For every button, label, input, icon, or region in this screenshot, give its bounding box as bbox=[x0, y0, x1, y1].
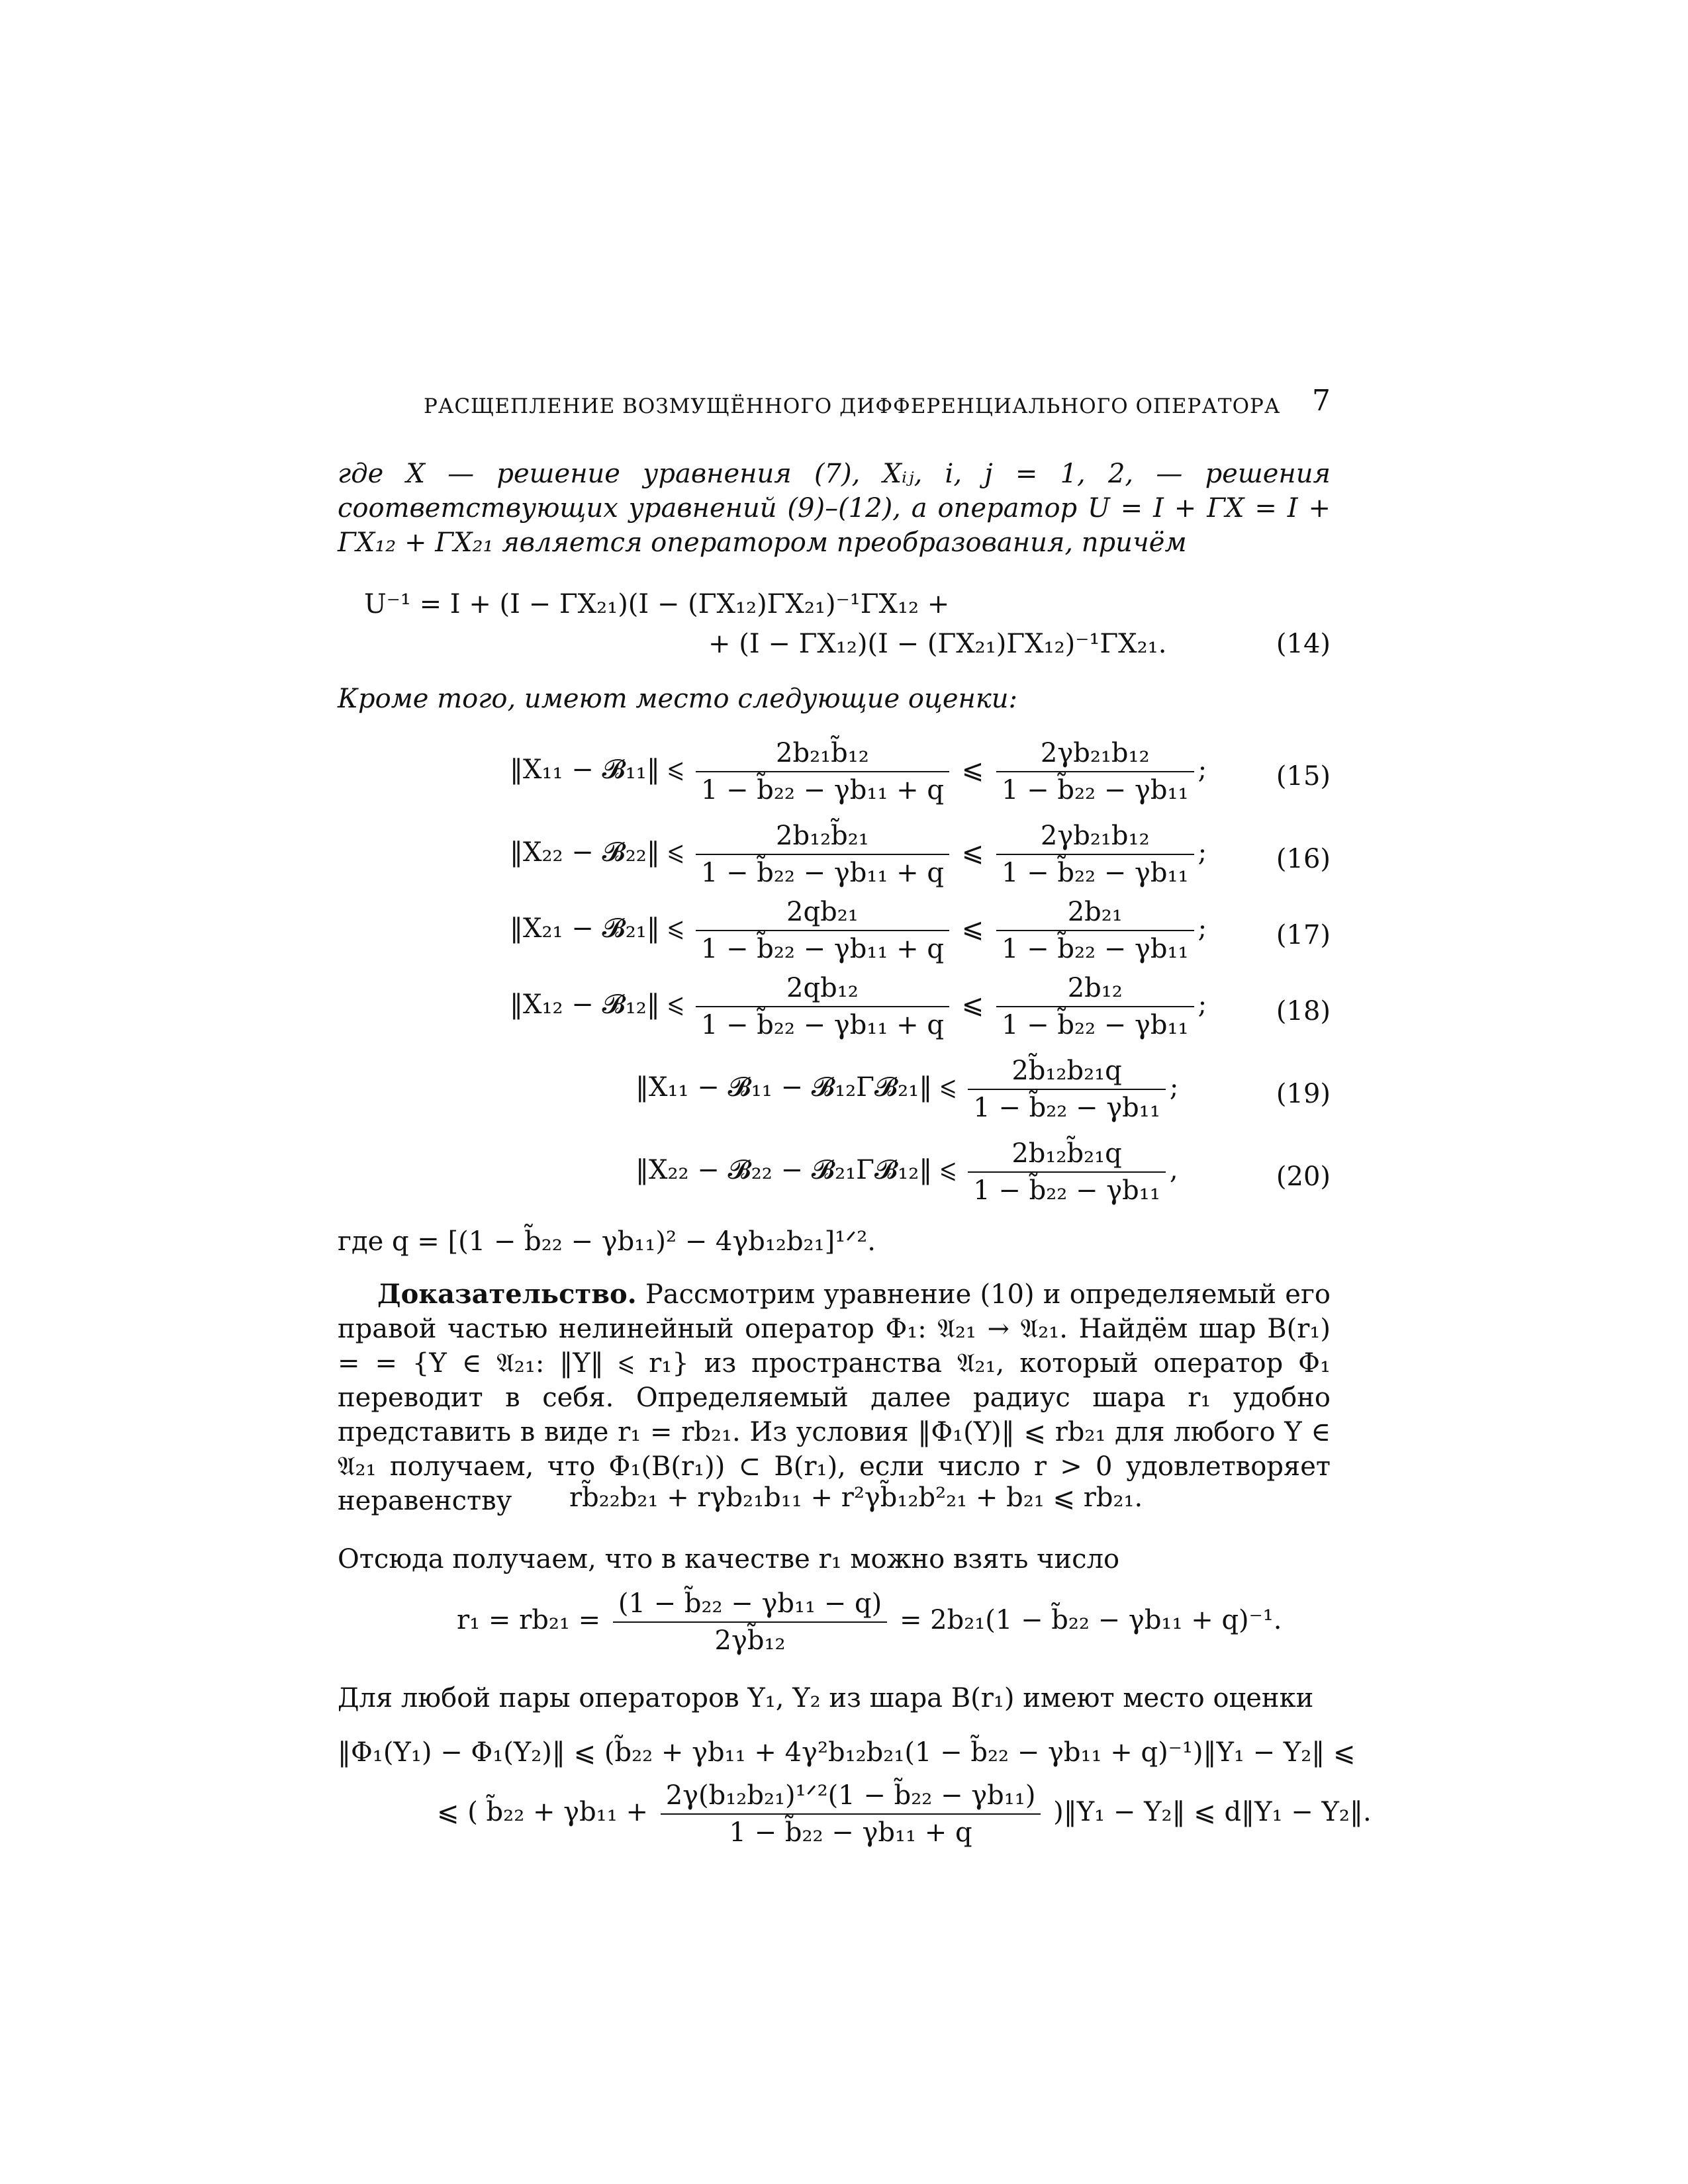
final-eq-line1: ‖Φ₁(Y₁) − Φ₁(Y₂)‖ ⩽ (b̃₂₂ + γb₁₁ + 4γ²b₁₂b₂₁(1 − b̃₂₂ − γb₁₁ + q)⁻¹)‖Y₁ − Y₂‖ ⩽ bbox=[338, 1737, 1356, 1768]
fraction: $\frac{\text{2qb₂₁}}{\text{1 − b̃₂₂ − γb₁₁ + q}}$ bbox=[696, 897, 949, 964]
page-header bbox=[338, 384, 1331, 424]
fraction: $\frac{\text{2b̃₁₂b₂₁q}}{\text{1 − b̃₂₂ − γb₁₁}}$ bbox=[968, 1056, 1166, 1123]
fraction: $\frac{\text{2γb₂₁b₁₂}}{\text{1 − b̃₂₂ − γb₁₁}}$ bbox=[996, 738, 1194, 805]
estimate-18: ‖X₁₂ − 𝓑₁₂‖ ⩽ $\frac{\text{2qb₁₂}}{\text{1 − b̃₂₂ − γb₁₁ + q}}$ ⩽ $\frac{\text{2b₁₂}}{\text{1 − b̃₂₂ − γb₁₁}}$ ; bbox=[510, 973, 1207, 1040]
eq14-line2: + (I − ΓX₁₂)(I − (ΓX₂₁)ΓX₁₂)⁻¹ΓX₂₁. bbox=[708, 629, 1167, 659]
pair-intro: Для любой пары операторов Y₁, Y₂ из шара B(r₁) имеют место оценки bbox=[338, 1683, 1314, 1713]
estimate-20: ‖X₂₂ − 𝓑₂₂ − 𝓑₂₁Γ𝓑₁₂‖ ⩽ $\frac{\text{2b₁₂b̃₂₁q}}{\text{1 − b̃₂₂ − γb₁₁}}$ , bbox=[635, 1138, 1178, 1206]
r1-equation: r₁ = rb₂₁ = $\frac{\text{(1 − b̃₂₂ − γb₁₁ − q)}}{\text{2γb̃₁₂}}$ = 2b₂₁(1 − b̃₂₂ − γb₁₁ + q)⁻¹. bbox=[457, 1588, 1282, 1656]
inequality: rb̃₂₂b₂₁ + rγb₂₁b₁₁ + r²γb̃₁₂b²₂₁ + b₂₁ ⩽ rb₂₁. bbox=[569, 1482, 1143, 1513]
estimate-lhs: ‖X₂₂ − 𝓑₂₂ − 𝓑₂₁Γ𝓑₁₂‖ ⩽ bbox=[635, 1155, 956, 1185]
fraction: $\frac{\text{2b₁₂b̃₂₁q}}{\text{1 − b̃₂₂ − γb₁₁}}$ bbox=[968, 1138, 1166, 1206]
proof-text: Рассмотрим уравнение (10) и определяемый его правой частью нелинейный оператор Φ₁: 𝔄₂₁ → 𝔄₂₁. Найдём шар B(r₁) = = {Y ∈ 𝔄₂₁: ‖Y‖ ⩽ r₁} из пространства 𝔄₂₁, который оператор Φ₁ переводит в себя. Определяемый далее радиус шара r₁ удобно представить в виде r₁ = rb₂₁. Из условия ‖Φ₁(Y)‖ ⩽ rb₂₁ для любого Y ∈ 𝔄₂₁ получаем, что Φ₁(B(r₁)) ⊂ B(r₁), если число r > 0 удовлетворяет неравенству bbox=[338, 1279, 1331, 1516]
fraction: $\frac{\text{2γb₂₁b₁₂}}{\text{1 − b̃₂₂ − γb₁₁}}$ bbox=[996, 821, 1194, 888]
eq14-line1: U⁻¹ = I + (I − ΓX₂₁)(I − (ΓX₁₂)ΓX₂₁)⁻¹ΓX₁₂ + bbox=[364, 589, 950, 619]
q-definition: где q = [(1 − b̃₂₂ − γb₁₁)² − 4γb₁₂b₂₁]¹ᐟ². bbox=[338, 1226, 876, 1257]
eq16-number: (16) bbox=[1276, 844, 1331, 874]
estimate-15: ‖X₁₁ − 𝓑₁₁‖ ⩽ $\frac{\text{2b₂₁b̃₁₂}}{\text{1 − b̃₂₂ − γb₁₁ + q}}$ ⩽ $\frac{\text{2γb₂₁b₁₂}}{\text{1 − b̃₂₂ − γb₁₁}}$ ; bbox=[510, 738, 1207, 805]
estimate-lhs: ‖X₁₂ − 𝓑₁₂‖ ⩽ bbox=[510, 989, 684, 1020]
fraction: $\frac{\text{2qb₁₂}}{\text{1 − b̃₂₂ − γb₁₁ + q}}$ bbox=[696, 973, 949, 1040]
eq17-number: (17) bbox=[1276, 920, 1331, 950]
proof-label: Доказательство. bbox=[377, 1279, 637, 1310]
estimate-19: ‖X₁₁ − 𝓑₁₁ − 𝓑₁₂Γ𝓑₂₁‖ ⩽ $\frac{\text{2b̃₁₂b₂₁q}}{\text{1 − b̃₂₂ − γb₁₁}}$ ; bbox=[635, 1056, 1179, 1123]
fraction: $\frac{\text{2b₂₁b̃₁₂}}{\text{1 − b̃₂₂ − γb₁₁ + q}}$ bbox=[696, 738, 949, 805]
theorem-intro: где X — решение уравнения (7), Xᵢⱼ, i, j = 1, 2, — решения соответствующих уравнений (9)–(12), а оператор U = I + ΓX = I + ΓX₁₂ + ΓX₂₁ является оператором преобразования, причём bbox=[338, 459, 1331, 558]
final-eq-line2: ⩽ ( b̃₂₂ + γb₁₁ + $\frac{\text{2γ(b₁₂b₂₁)¹ᐟ²(1 − b̃₂₂ − γb₁₁)}}{\text{1 − b̃₂₂ − γb₁₁ + q}}$ )‖Y₁ − Y₂‖ ⩽ d‖Y₁ − Y₂‖. bbox=[437, 1780, 1372, 1848]
fraction: $\frac{\text{2b₂₁}}{\text{1 − b̃₂₂ − γb₁₁}}$ bbox=[996, 897, 1194, 964]
eq18-number: (18) bbox=[1276, 996, 1331, 1026]
fraction: $\frac{\text{(1 − b̃₂₂ − γb₁₁ − q)}}{\text{2γb̃₁₂}}$ bbox=[613, 1588, 887, 1656]
r1-intro: Отсюда получаем, что в качестве r₁ можно взять число bbox=[338, 1544, 1120, 1574]
estimates-intro: Кроме того, имеют место следующие оценки: bbox=[338, 684, 1017, 714]
page-number: 7 bbox=[1312, 384, 1331, 418]
fraction: $\frac{\text{2b₁₂}}{\text{1 − b̃₂₂ − γb₁₁}}$ bbox=[996, 973, 1194, 1040]
eq19-number: (19) bbox=[1276, 1079, 1331, 1109]
estimate-lhs: ‖X₁₁ − 𝓑₁₁ − 𝓑₁₂Γ𝓑₂₁‖ ⩽ bbox=[635, 1072, 956, 1103]
eq14-number: (14) bbox=[1276, 629, 1331, 659]
fraction: $\frac{\text{2γ(b₁₂b₂₁)¹ᐟ²(1 − b̃₂₂ − γb₁₁)}}{\text{1 − b̃₂₂ − γb₁₁ + q}}$ bbox=[661, 1780, 1041, 1848]
estimate-17: ‖X₂₁ − 𝓑₂₁‖ ⩽ $\frac{\text{2qb₂₁}}{\text{1 − b̃₂₂ − γb₁₁ + q}}$ ⩽ $\frac{\text{2b₂₁}}{\text{1 − b̃₂₂ − γb₁₁}}$ ; bbox=[510, 897, 1207, 964]
estimate-16: ‖X₂₂ − 𝓑₂₂‖ ⩽ $\frac{\text{2b₁₂b̃₂₁}}{\text{1 − b̃₂₂ − γb₁₁ + q}}$ ⩽ $\frac{\text{2γb₂₁b₁₂}}{\text{1 − b̃₂₂ − γb₁₁}}$ ; bbox=[510, 821, 1207, 888]
estimate-lhs: ‖X₂₁ − 𝓑₂₁‖ ⩽ bbox=[510, 913, 684, 944]
running-title: РАСЩЕПЛЕНИЕ ВОЗМУЩЁННОГО ДИФФЕРЕНЦИАЛЬНОГО ОПЕРАТОРА bbox=[424, 394, 1281, 418]
eq15-number: (15) bbox=[1276, 761, 1331, 792]
estimate-lhs: ‖X₁₁ − 𝓑₁₁‖ ⩽ bbox=[510, 754, 684, 785]
estimate-lhs: ‖X₂₂ − 𝓑₂₂‖ ⩽ bbox=[510, 837, 684, 868]
fraction: $\frac{\text{2b₁₂b̃₂₁}}{\text{1 − b̃₂₂ − γb₁₁ + q}}$ bbox=[696, 821, 949, 888]
eq20-number: (20) bbox=[1276, 1161, 1331, 1192]
